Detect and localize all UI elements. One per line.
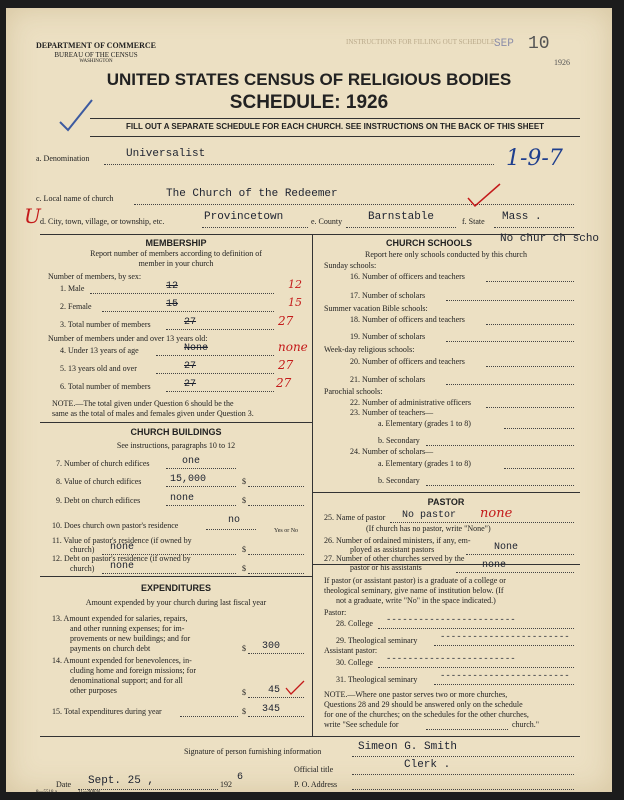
q7-line: [166, 468, 236, 469]
q5-hand: 27: [278, 358, 294, 372]
q25-label: 25. Name of pastor: [324, 513, 386, 522]
q20-label: 20. Number of officers and teachers: [350, 357, 465, 366]
schools-overtype: No chur ch scho: [500, 233, 600, 245]
dept-name: DEPARTMENT OF COMMERCE: [36, 41, 157, 50]
county-line: [346, 227, 456, 228]
q15-dollar: $: [242, 707, 246, 716]
q14-dollar: $: [242, 688, 246, 697]
grid-top: [40, 234, 580, 235]
q5-typed: 27: [184, 361, 197, 372]
q26-label-1: 26. Number of ordained ministers, if any, em-: [324, 536, 471, 545]
q2-line: [102, 311, 274, 312]
bureau-name: BUREAU OF THE CENSUS: [54, 51, 138, 59]
fill-instruction: FILL OUT A SEPARATE SCHEDULE FOR EACH CHURCH. SEE INSTRUCTIONS ON THE BACK OF THIS SHEET: [125, 122, 545, 131]
q21-line: [446, 384, 574, 385]
q8-label: 8. Value of church edifices: [56, 477, 142, 486]
q20-line: [486, 366, 574, 367]
q3-hand: 27: [278, 314, 294, 328]
q5-label: 5. 13 years old and over: [60, 364, 137, 373]
city-name: WASHINGTON: [79, 59, 113, 64]
q25-note: (If church has no pastor, write "None"): [366, 524, 491, 533]
vacation-schools-label: Summer vacation Bible schools:: [324, 304, 428, 313]
q13-label-3: provements or new buildings; and for: [70, 634, 191, 643]
pastor-note-4: write "See schedule for: [324, 720, 399, 729]
grid-bottom: [40, 736, 580, 737]
margin-mark: U: [24, 204, 41, 228]
signature-label: Signature of person furnishing information: [184, 747, 322, 756]
red-check-mark: [466, 182, 502, 210]
q1-label: 1. Male: [60, 284, 85, 293]
schools-subtitle: Report here only schools conducted by this church: [365, 250, 527, 259]
q11-label-1: 11. Value of pastor's residence (if owned by: [52, 536, 192, 545]
q4-typed: None: [184, 343, 209, 354]
q8-dollar: $: [242, 477, 246, 486]
q25-line: [390, 522, 574, 523]
q13-label-4: payments on church debt: [70, 644, 151, 653]
denomination-code: 1-9-7: [506, 146, 563, 171]
q26-value: None: [494, 542, 519, 553]
q3-label: 3. Total number of members: [60, 320, 151, 329]
q13-label-1: 13. Amount expended for salaries, repairs,: [52, 614, 188, 623]
city-value: Provincetown: [204, 211, 284, 223]
q3-line: [166, 329, 274, 330]
q24a-label: a. Elementary (grades 1 to 8): [378, 459, 471, 468]
q11-dollar: $: [242, 545, 246, 554]
pastor-note-1: NOTE.—Where one pastor serves two or more churches,: [324, 690, 508, 699]
q25-value: No pastor: [402, 510, 457, 521]
q24b-line: [426, 485, 574, 486]
membership-subtitle-1: Report number of members according to definition of: [90, 249, 262, 258]
yes-no-hint: Yes or No: [273, 528, 299, 534]
q30-dashes: ------------------------: [386, 654, 516, 664]
census-schedule-form: [6, 8, 612, 795]
q9-line: [166, 505, 236, 506]
q23-label: 23. Number of teachers—: [350, 408, 434, 417]
q11-dollar-line: [248, 554, 304, 555]
expenditures-title: EXPENDITURES: [140, 583, 211, 593]
q24b-label: b. Secondary: [378, 476, 420, 485]
q27-value: none: [482, 560, 507, 571]
q17-line: [446, 300, 574, 301]
q23b-label: b. Secondary: [378, 436, 420, 445]
pastor-label: Pastor:: [324, 608, 347, 617]
grid-middle-divider: [312, 234, 313, 564]
buildings-title: CHURCH BUILDINGS: [130, 427, 222, 437]
q29-dashes: ------------------------: [440, 632, 570, 642]
membership-title: MEMBERSHIP: [145, 238, 207, 248]
county-label: e. County: [311, 217, 343, 226]
schools-bottom-rule: [312, 492, 580, 493]
q31-label: 31. Theological seminary: [336, 675, 418, 684]
buildings-bottom-rule: [40, 576, 312, 577]
denomination-line: [104, 164, 494, 165]
q23a-line: [504, 428, 574, 429]
city-line: [202, 227, 308, 228]
buildings-subtitle: See instructions, paragraphs 10 to 12: [116, 441, 236, 450]
q31-dashes: ------------------------: [440, 671, 570, 681]
po-address-label: P. O. Address: [294, 780, 338, 789]
graduate-instruction-2: theological seminary, give name of institution below. (If: [324, 586, 504, 595]
membership-bottom-rule: [40, 422, 312, 423]
city-label: d. City, town, village, or township, etc.: [40, 217, 165, 226]
q29-label: 29. Theological seminary: [336, 636, 418, 645]
q2-label: 2. Female: [60, 302, 92, 311]
q7-label: 7. Number of church edifices: [56, 459, 150, 468]
stamp-year: 1926: [554, 58, 570, 67]
faint-reverse-header: INSTRUCTIONS FOR FILLING OUT SCHEDULE: [346, 38, 496, 46]
graduate-instruction-1: If pastor (or assistant pastor) is a graduate of a college or: [324, 576, 506, 585]
q27-label-2: pastor or his assistants: [350, 563, 422, 572]
q14-label-4: other purposes: [70, 686, 117, 695]
q13-dollar: $: [242, 644, 246, 653]
q10-value: no: [228, 515, 241, 526]
q12-line: [102, 573, 236, 574]
membership-subtitle-2: member in your church: [138, 259, 214, 268]
q15-dollar-line: [248, 716, 304, 717]
q8-line: [166, 486, 236, 487]
q6-typed: 27: [184, 379, 197, 390]
q5-line: [156, 373, 274, 374]
q2-typed: 15: [166, 299, 179, 310]
denomination-label: a. Denomination: [36, 154, 90, 163]
pastor-note-5: church.": [512, 720, 540, 729]
year-prefix: 192: [220, 780, 232, 789]
weekday-schools-label: Week-day religious schools:: [324, 345, 415, 354]
q28-label: 28. College: [336, 619, 373, 628]
q23a-label: a. Elementary (grades 1 to 8): [378, 419, 471, 428]
official-title-line: [352, 774, 574, 775]
q21-label: 21. Number of scholars: [350, 375, 426, 384]
q15-value: 345: [262, 704, 281, 715]
q29-line: [434, 645, 574, 646]
q6-hand: 27: [276, 376, 292, 390]
q19-label: 19. Number of scholars: [350, 332, 426, 341]
q15-line: [180, 716, 238, 717]
q18-line: [486, 324, 574, 325]
q17-label: 17. Number of scholars: [350, 291, 426, 300]
q14-red-check: [284, 680, 306, 696]
q14-label-1: 14. Amount expended for benevolences, in-: [52, 656, 192, 665]
q14-value: 45: [268, 685, 281, 696]
schedule-year: SCHEDULE: 1926: [229, 92, 389, 113]
q19-line: [446, 341, 574, 342]
q11-label-2: church): [70, 545, 95, 554]
q12-label-2: church): [70, 564, 95, 573]
q27-line: [456, 572, 574, 573]
q26-label-2: ployed as assistant pastors: [350, 545, 435, 554]
q13-value: 300: [262, 641, 281, 652]
church-name-line: [134, 204, 574, 205]
q8-value: 15,000: [170, 474, 207, 485]
expenditures-subtitle: Amount expended by your church during last fiscal year: [85, 598, 267, 607]
q10-line: [206, 529, 256, 530]
q2-hand: 15: [288, 296, 302, 309]
official-title-value: Clerk .: [404, 759, 451, 771]
q12-value: none: [110, 561, 135, 572]
q22-line: [486, 407, 574, 408]
header-rule-top: [90, 118, 580, 119]
official-title-label: Official title: [294, 765, 334, 774]
year-suffix: 6: [237, 772, 244, 783]
q12-dollar: $: [242, 564, 246, 573]
schools-title: CHURCH SCHOOLS: [386, 238, 473, 248]
assistant-pastor-label: Assistant pastor:: [324, 646, 378, 655]
q11-value: none: [110, 542, 135, 553]
q14-dollar-line: [248, 697, 304, 698]
q15-label: 15. Total expenditures during year: [52, 707, 162, 716]
q22-label: 22. Number of administrative officers: [350, 398, 471, 407]
q30-label: 30. College: [336, 658, 373, 667]
grid-lower-divider: [312, 564, 313, 736]
signature-value: Simeon G. Smith: [358, 741, 458, 753]
q6-line: [166, 391, 274, 392]
q16-label: 16. Number of officers and teachers: [350, 272, 465, 281]
state-label: f. State: [462, 217, 485, 226]
state-line: [494, 227, 574, 228]
q14-label-2: cluding home and foreign missions; for: [70, 666, 196, 675]
q24a-line: [504, 468, 574, 469]
q7-value: one: [182, 456, 201, 467]
q4-label: 4. Under 13 years of age: [60, 346, 139, 355]
q1-typed: 12: [166, 281, 179, 292]
q9-label: 9. Debt on church edifices: [56, 496, 141, 505]
membership-note-2: same as the total of males and females given under Question 3.: [52, 409, 254, 418]
q31-line: [434, 684, 574, 685]
q9-dollar: $: [242, 496, 246, 505]
stamp-month: SEP: [494, 38, 514, 50]
q28-dashes: ------------------------: [386, 615, 516, 625]
q6-label: 6. Total number of members: [60, 382, 151, 391]
church-name-label: c. Local name of church: [36, 194, 114, 203]
stamp-number: 10: [528, 34, 550, 54]
pastor-title: PASTOR: [427, 497, 465, 507]
header-rule-bottom: [90, 136, 580, 137]
q13-label-2: and other running expenses; for im-: [70, 624, 185, 633]
state-value: Mass .: [502, 211, 542, 223]
date-label: Date: [56, 780, 72, 789]
church-name-value: The Church of the Redeemer: [166, 188, 338, 200]
q3-typed: 27: [184, 317, 197, 328]
graduate-instruction-3: not a graduate, write "No" in the space indicated.): [336, 596, 496, 605]
q13-dollar-line: [248, 653, 304, 654]
q16-line: [486, 281, 574, 282]
q1-hand: 12: [288, 278, 302, 291]
parochial-schools-label: Parochial schools:: [324, 387, 383, 396]
form-title: UNITED STATES CENSUS OF RELIGIOUS BODIES: [106, 70, 512, 89]
members-by-sex-label: Number of members, by sex:: [48, 272, 142, 281]
q25-hand: none: [480, 506, 513, 521]
blue-check-mark: [56, 98, 96, 134]
q12-dollar-line: [248, 573, 304, 574]
sunday-schools-label: Sunday schools:: [324, 261, 377, 270]
q12-label-1: 12. Debt on pastor's residence (if owned by: [52, 554, 191, 563]
form-number: 8—5518 a: [36, 790, 57, 795]
q1-line: [90, 293, 274, 294]
q9-value: none: [170, 493, 195, 504]
q18-label: 18. Number of officers and teachers: [350, 315, 465, 324]
po-address-line: [352, 789, 574, 790]
denomination-value: Universalist: [126, 148, 206, 160]
q4-line: [156, 355, 274, 356]
q4-hand: none: [278, 340, 308, 354]
members-by-age-label: Number of members under and over 13 years old:: [48, 334, 208, 343]
q26-line: [466, 554, 574, 555]
q30-line: [378, 667, 574, 668]
q24-label: 24. Number of scholars—: [350, 447, 434, 456]
pastor-note-3: for one of the churches; on the schedules for the other churches,: [324, 710, 529, 719]
q27-label-1: 27. Number of other churches served by the: [324, 554, 465, 563]
date-value: Sept. 25 ,: [88, 775, 155, 787]
membership-note-1: NOTE.—The total given under Question 6 should be the: [52, 399, 234, 408]
q14-label-3: denominational support; and for all: [70, 676, 183, 685]
q28-line: [378, 628, 574, 629]
q9-dollar-line: [248, 505, 304, 506]
county-value: Barnstable: [368, 211, 435, 223]
pastor-note-blank: [426, 729, 508, 730]
q8-dollar-line: [248, 486, 304, 487]
q23b-line: [426, 445, 574, 446]
signature-line: [352, 756, 574, 757]
pastor-note-2: Questions 28 and 29 should be answered only on the schedule: [324, 700, 523, 709]
q10-label: 10. Does church own pastor's residence: [52, 521, 179, 530]
form-number-2: 11—9084g: [78, 790, 101, 795]
